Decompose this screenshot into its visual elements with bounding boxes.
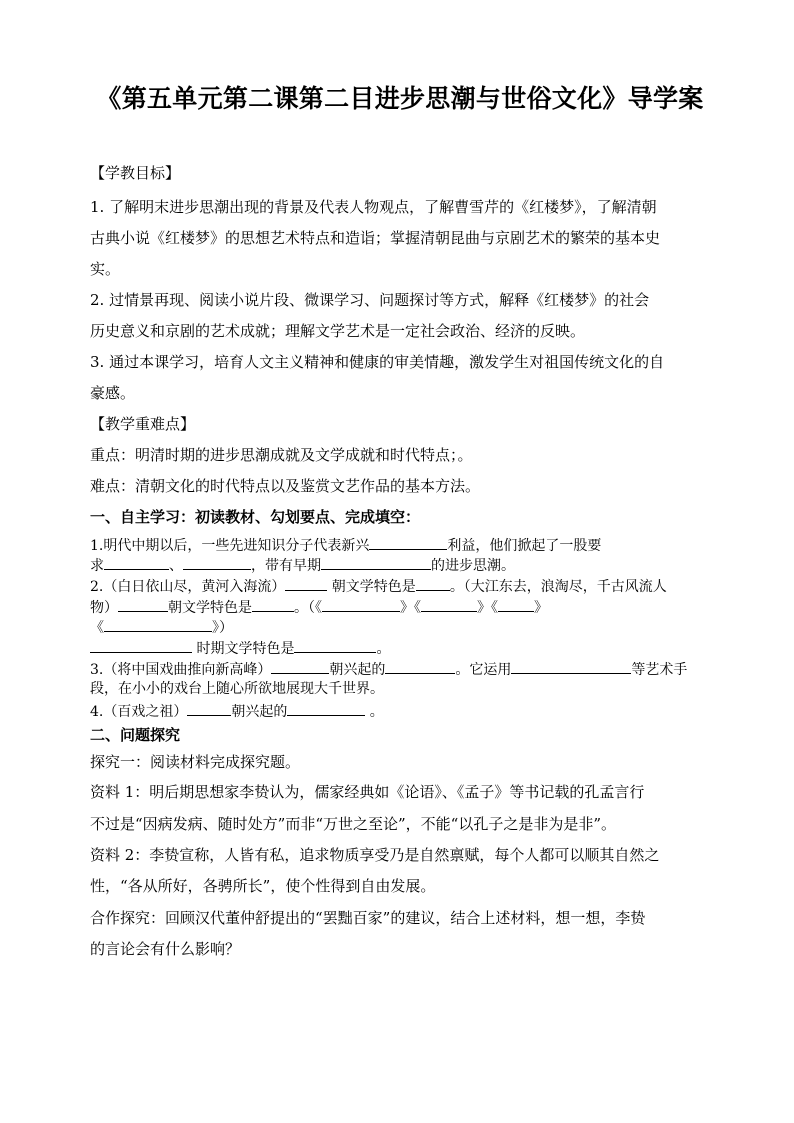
fill-blank[interactable]: [369, 535, 447, 550]
goal-2-line-1: 2. 过情景再现、阅读小说片段、微课学习、问题探讨等方式，解释《红楼梦》的社会: [90, 291, 650, 309]
fill-blank[interactable]: [104, 555, 169, 570]
fill-blank[interactable]: [498, 597, 534, 612]
material-2-line-1: 资料 2：李贽宣称，人皆有私，追求物质享受乃是自然禀赋，每个人都可以顺其自然之: [90, 846, 660, 864]
q2-line-2: 物） 朝文学特色是 。（《 》《 》《 》: [90, 597, 548, 618]
explore-1: 探究一：阅读材料完成探究题。: [90, 753, 301, 771]
fill-blank[interactable]: [183, 555, 251, 570]
q2-line-1: 2.（白日依山尽，黄河入海流） 朝文学特色是 。（大江东去，浪淘尽，千古风流人: [90, 576, 667, 597]
fill-blank[interactable]: [416, 576, 450, 591]
fill-blank[interactable]: [421, 597, 477, 612]
q4-line: 4.（百戏之祖） 朝兴起的 。: [90, 701, 384, 722]
fill-blank[interactable]: [90, 638, 192, 653]
q3-line-2: 段，在小小的戏台上随心所欲地展现大千世界。: [90, 681, 384, 697]
fill-blank[interactable]: [104, 617, 212, 632]
goal-1-line-1: 1. 了解明末进步思潮出现的背景及代表人物观点，了解曹雪芹的《红楼梦》，了解清朝: [90, 198, 657, 216]
material-1-line-2: 不过是“因病发病、随时处方”而非“万世之至论”，不能“以孔子之是非为是非”。: [90, 815, 617, 833]
document-title: 《第五单元第二课第二目进步思潮与世俗文化》导学案: [96, 84, 704, 113]
difficult-point: 难点：清朝文化的时代特点以及鉴赏文艺作品的基本方法。: [90, 477, 481, 495]
fill-blank[interactable]: [287, 701, 365, 716]
fill-blank[interactable]: [511, 659, 631, 674]
q3-line-1: 3.（将中国戏曲推向新高峰） 朝兴起的 。它运用 等艺术手: [90, 659, 687, 680]
section-1-heading: 一、自主学习：初读教材、勾划要点、完成填空：: [90, 508, 421, 526]
q2-line-3: 《 》）: [90, 617, 233, 638]
key-point: 重点：明清时期的进步思潮成就及文学成就和时代特点；。: [90, 446, 473, 464]
fill-blank[interactable]: [321, 555, 431, 570]
goal-3-line-1: 3. 通过本课学习，培育人文主义精神和健康的审美情趣，激发学生对祖国传统文化的自: [90, 353, 665, 371]
key-points-heading: 【教学重难点】: [90, 415, 196, 433]
q2-line-4: 时期文学特色是 。: [90, 638, 390, 659]
coop-line-1: 合作探究：回顾汉代董仲舒提出的“罢黜百家”的建议，结合上述材料，想一想，李贽: [90, 909, 646, 927]
q1-line-1: 1.明代中期以后，一些先进知识分子代表新兴 利益，他们掀起了一股要: [90, 535, 601, 556]
goal-1-line-3: 实。: [90, 260, 121, 278]
material-1-line-1: 资料 1：明后期思想家李贽认为，儒家经典如《论语》、《孟子》等书记载的孔孟言行: [90, 783, 645, 801]
fill-blank[interactable]: [252, 597, 294, 612]
fill-blank[interactable]: [385, 659, 455, 674]
goal-1-line-2: 古典小说《红楼梦》的思想艺术特点和造诣；掌握清朝昆曲与京剧艺术的繁荣的基本史: [90, 229, 661, 247]
fill-blank[interactable]: [118, 597, 168, 612]
q1-line-2: 求 、 ，带有早期 的进步思潮。: [90, 555, 515, 576]
goal-2-line-2: 历史意义和京剧的艺术成就；理解文学艺术是一定社会政治、经济的反映。: [90, 322, 586, 340]
fill-blank[interactable]: [285, 576, 327, 591]
fill-blank[interactable]: [322, 597, 400, 612]
section-2-heading: 二、问题探究: [90, 726, 181, 744]
goals-heading: 【学教目标】: [90, 164, 181, 182]
fill-blank[interactable]: [271, 659, 329, 674]
goal-3-line-2: 豪感。: [90, 384, 136, 402]
fill-blank[interactable]: [294, 638, 376, 653]
material-2-line-2: 性，“各从所好，各骋所长”，使个性得到自由发展。: [90, 877, 436, 895]
coop-line-2: 的言论会有什么影响？: [90, 940, 241, 958]
fill-blank[interactable]: [187, 701, 231, 716]
